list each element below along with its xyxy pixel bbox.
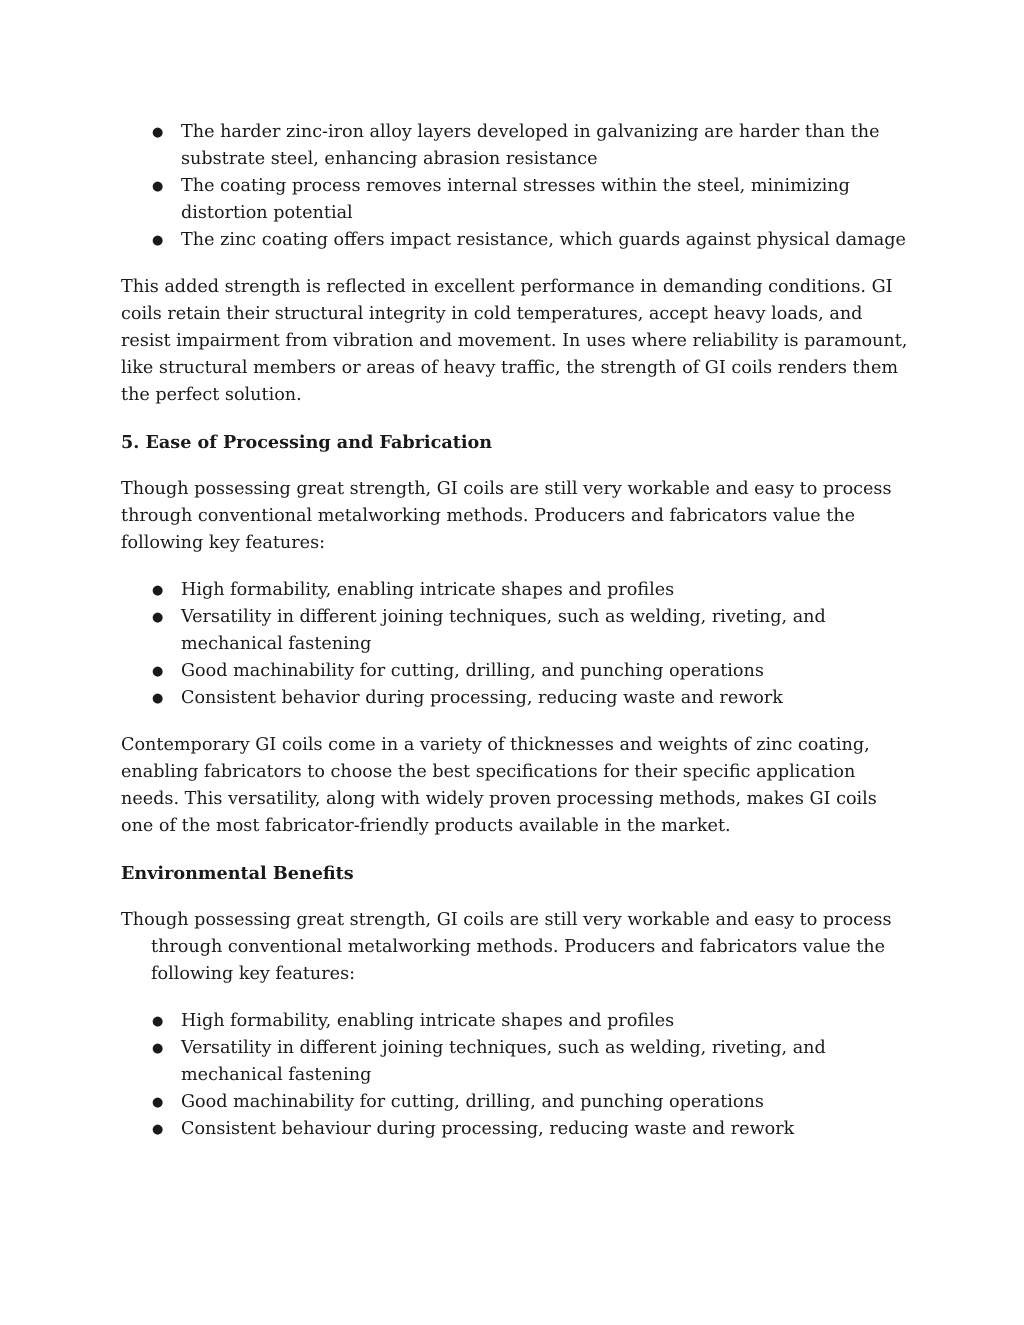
list-item: ● The zinc coating offers impact resistance, which guards against physical damage: [121, 227, 911, 254]
processing-intro-paragraph: Though possessing great strength, GI coils are still very workable and easy to process through conventional metalworking methods. Producers and fabricators value the following key features:: [121, 479, 892, 553]
list-item: ● The coating process removes internal stresses within the steel, minimizing distortion potential: [121, 173, 911, 227]
environmental-intro-paragraph: Though possessing great strength, GI coils are still very workable and easy to process through conventional metalworking methods. Producers and fabricators value the following key features:: [121, 910, 892, 984]
list-item: ● Good machinability for cutting, drilling, and punching operations: [121, 658, 911, 685]
list-item: ● Consistent behaviour during processing, reducing waste and rework: [121, 1116, 911, 1143]
document-page: [121, 119, 911, 1143]
versatility-paragraph: Contemporary GI coils come in a variety of thicknesses and weights of zinc coating, enabling fabricators to choose the best specifications for their specific application needs. This versatility, along with widely proven processing methods, makes GI coils one of the most fabricator-friendly products available in the market.: [121, 735, 877, 836]
list-item: ● High formability, enabling intricate shapes and profiles: [121, 1008, 911, 1035]
list-item: ● The harder zinc-iron alloy layers developed in galvanizing are harder than the substrate steel, enhancing abrasion resistance: [121, 119, 911, 173]
list-item: ● Versatility in different joining techniques, such as welding, riveting, and mechanical fastening: [121, 604, 911, 658]
list-item: ● Versatility in different joining techniques, such as welding, riveting, and mechanical fastening: [121, 1035, 911, 1089]
list-item: ● Consistent behavior during processing, reducing waste and rework: [121, 685, 911, 712]
strength-paragraph: This added strength is reflected in excellent performance in demanding conditions. GI coils retain their structural integrity in cold temperatures, accept heavy loads, and resist impairment from vibration and movement. In uses where reliability is paramount, like structural members or areas of heavy traffic, the strength of GI coils renders them the perfect solution.: [121, 277, 908, 405]
section-heading-environmental-benefits: Environmental Benefits: [121, 863, 354, 884]
section-heading-ease-of-processing: 5. Ease of Processing and Fabrication: [121, 432, 493, 453]
list-item: ● Good machinability for cutting, drilling, and punching operations: [121, 1089, 911, 1116]
environmental-bullet-list: [121, 1008, 911, 1143]
list-item: ● High formability, enabling intricate shapes and profiles: [121, 577, 911, 604]
processing-bullet-list: [121, 577, 911, 712]
strength-bullet-list: [121, 119, 911, 254]
